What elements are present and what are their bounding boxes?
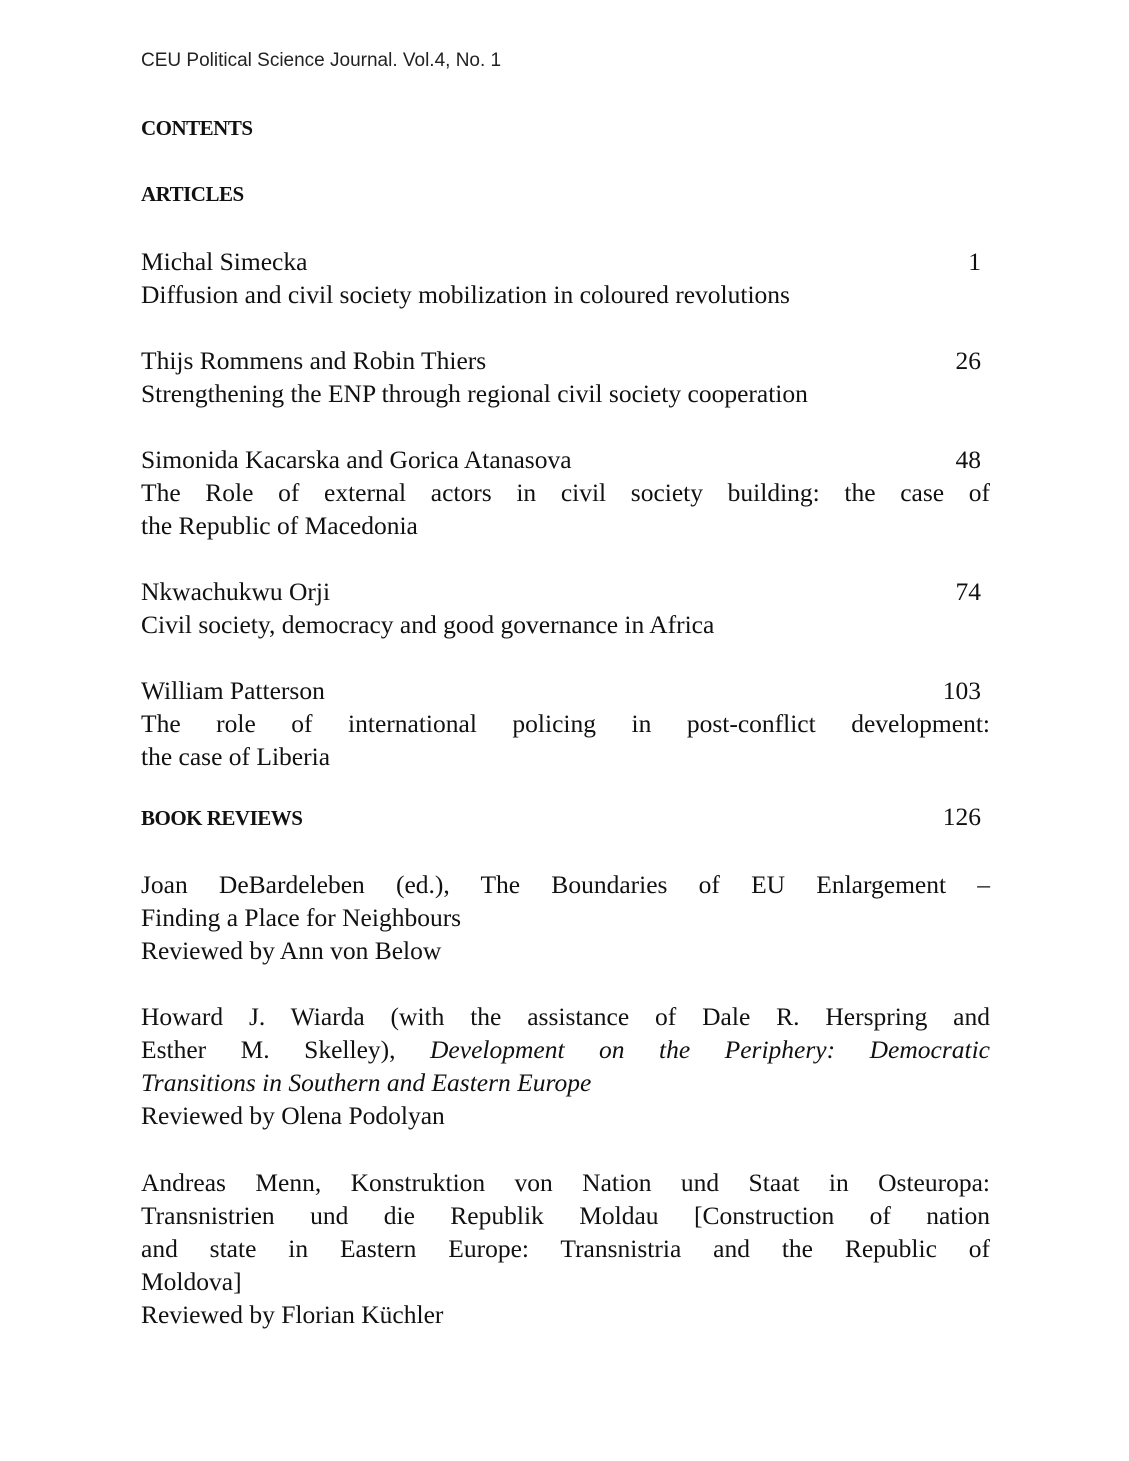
- book-reviews-heading: BOOK REVIEWS: [141, 806, 303, 830]
- article-title: Civil society, democracy and good governance in Africa: [141, 610, 715, 639]
- book-reviews-row: [141, 802, 990, 832]
- articles-heading: ARTICLES: [141, 182, 244, 206]
- article-entry: [141, 344, 990, 410]
- article-title: Diffusion and civil society mobilization in coloured revolutions: [141, 280, 790, 309]
- article-entry: [141, 245, 990, 311]
- article-page-number[interactable]: 26: [955, 346, 981, 375]
- review-citation-continued: Transnistrien und die Republik Moldau [Construction of nation: [141, 1201, 990, 1230]
- article-author: Michal Simecka: [141, 247, 308, 276]
- article-title: The Role of external actors in civil society building: the case of: [141, 478, 990, 507]
- article-page-number[interactable]: 48: [955, 445, 981, 474]
- article-author: Nkwachukwu Orji: [141, 577, 331, 606]
- article-title-continued: the case of Liberia: [141, 742, 331, 771]
- article-page-number[interactable]: 1: [968, 247, 981, 276]
- article-author: William Patterson: [141, 676, 325, 705]
- article-title: Strengthening the ENP through regional civil society cooperation: [141, 379, 808, 408]
- article-entry: [141, 443, 990, 542]
- reviewer: Reviewed by Florian Küchler: [141, 1300, 444, 1329]
- article-title-continued: the Republic of Macedonia: [141, 511, 418, 540]
- book-reviews-page-number[interactable]: 126: [942, 802, 981, 831]
- review-citation: Howard J. Wiarda (with the assistance of Dale R. Herspring and: [141, 1002, 990, 1031]
- article-page-number[interactable]: 103: [942, 676, 981, 705]
- review-author-part: Esther M. Skelley),: [141, 1035, 431, 1064]
- article-author: Simonida Kacarska and Gorica Atanasova: [141, 445, 572, 474]
- review-entry: [141, 868, 990, 967]
- article-entry: [141, 575, 990, 641]
- review-entry: [141, 1000, 990, 1132]
- review-book-title: Development on the Periphery: Democratic: [430, 1035, 990, 1064]
- review-citation: Andreas Menn, Konstruktion von Nation und Staat in Osteuropa:: [141, 1168, 990, 1197]
- review-entry: [141, 1166, 990, 1331]
- review-book-title-part: Transitions in Southern and Eastern Europe: [141, 1068, 592, 1097]
- reviewer: Reviewed by Olena Podolyan: [141, 1101, 445, 1130]
- article-author: Thijs Rommens and Robin Thiers: [141, 346, 487, 375]
- contents-heading: CONTENTS: [141, 116, 253, 140]
- article-entry: [141, 674, 990, 773]
- review-citation-continued: Finding a Place for Neighbours: [141, 903, 462, 932]
- review-citation-continued: [141, 1033, 990, 1066]
- article-page-number[interactable]: 74: [955, 577, 981, 606]
- review-citation-continued: Moldova]: [141, 1267, 242, 1296]
- review-citation-continued: and state in Eastern Europe: Transnistria and the Republic of: [141, 1234, 990, 1263]
- article-title: The role of international policing in post-conflict development:: [141, 709, 990, 738]
- review-citation: Joan DeBardeleben (ed.), The Boundaries of EU Enlargement –: [141, 870, 990, 899]
- running-header: CEU Political Science Journal. Vol.4, No. 1: [141, 50, 502, 71]
- review-book-title-continued: [141, 1066, 990, 1099]
- reviewer: Reviewed by Ann von Below: [141, 936, 442, 965]
